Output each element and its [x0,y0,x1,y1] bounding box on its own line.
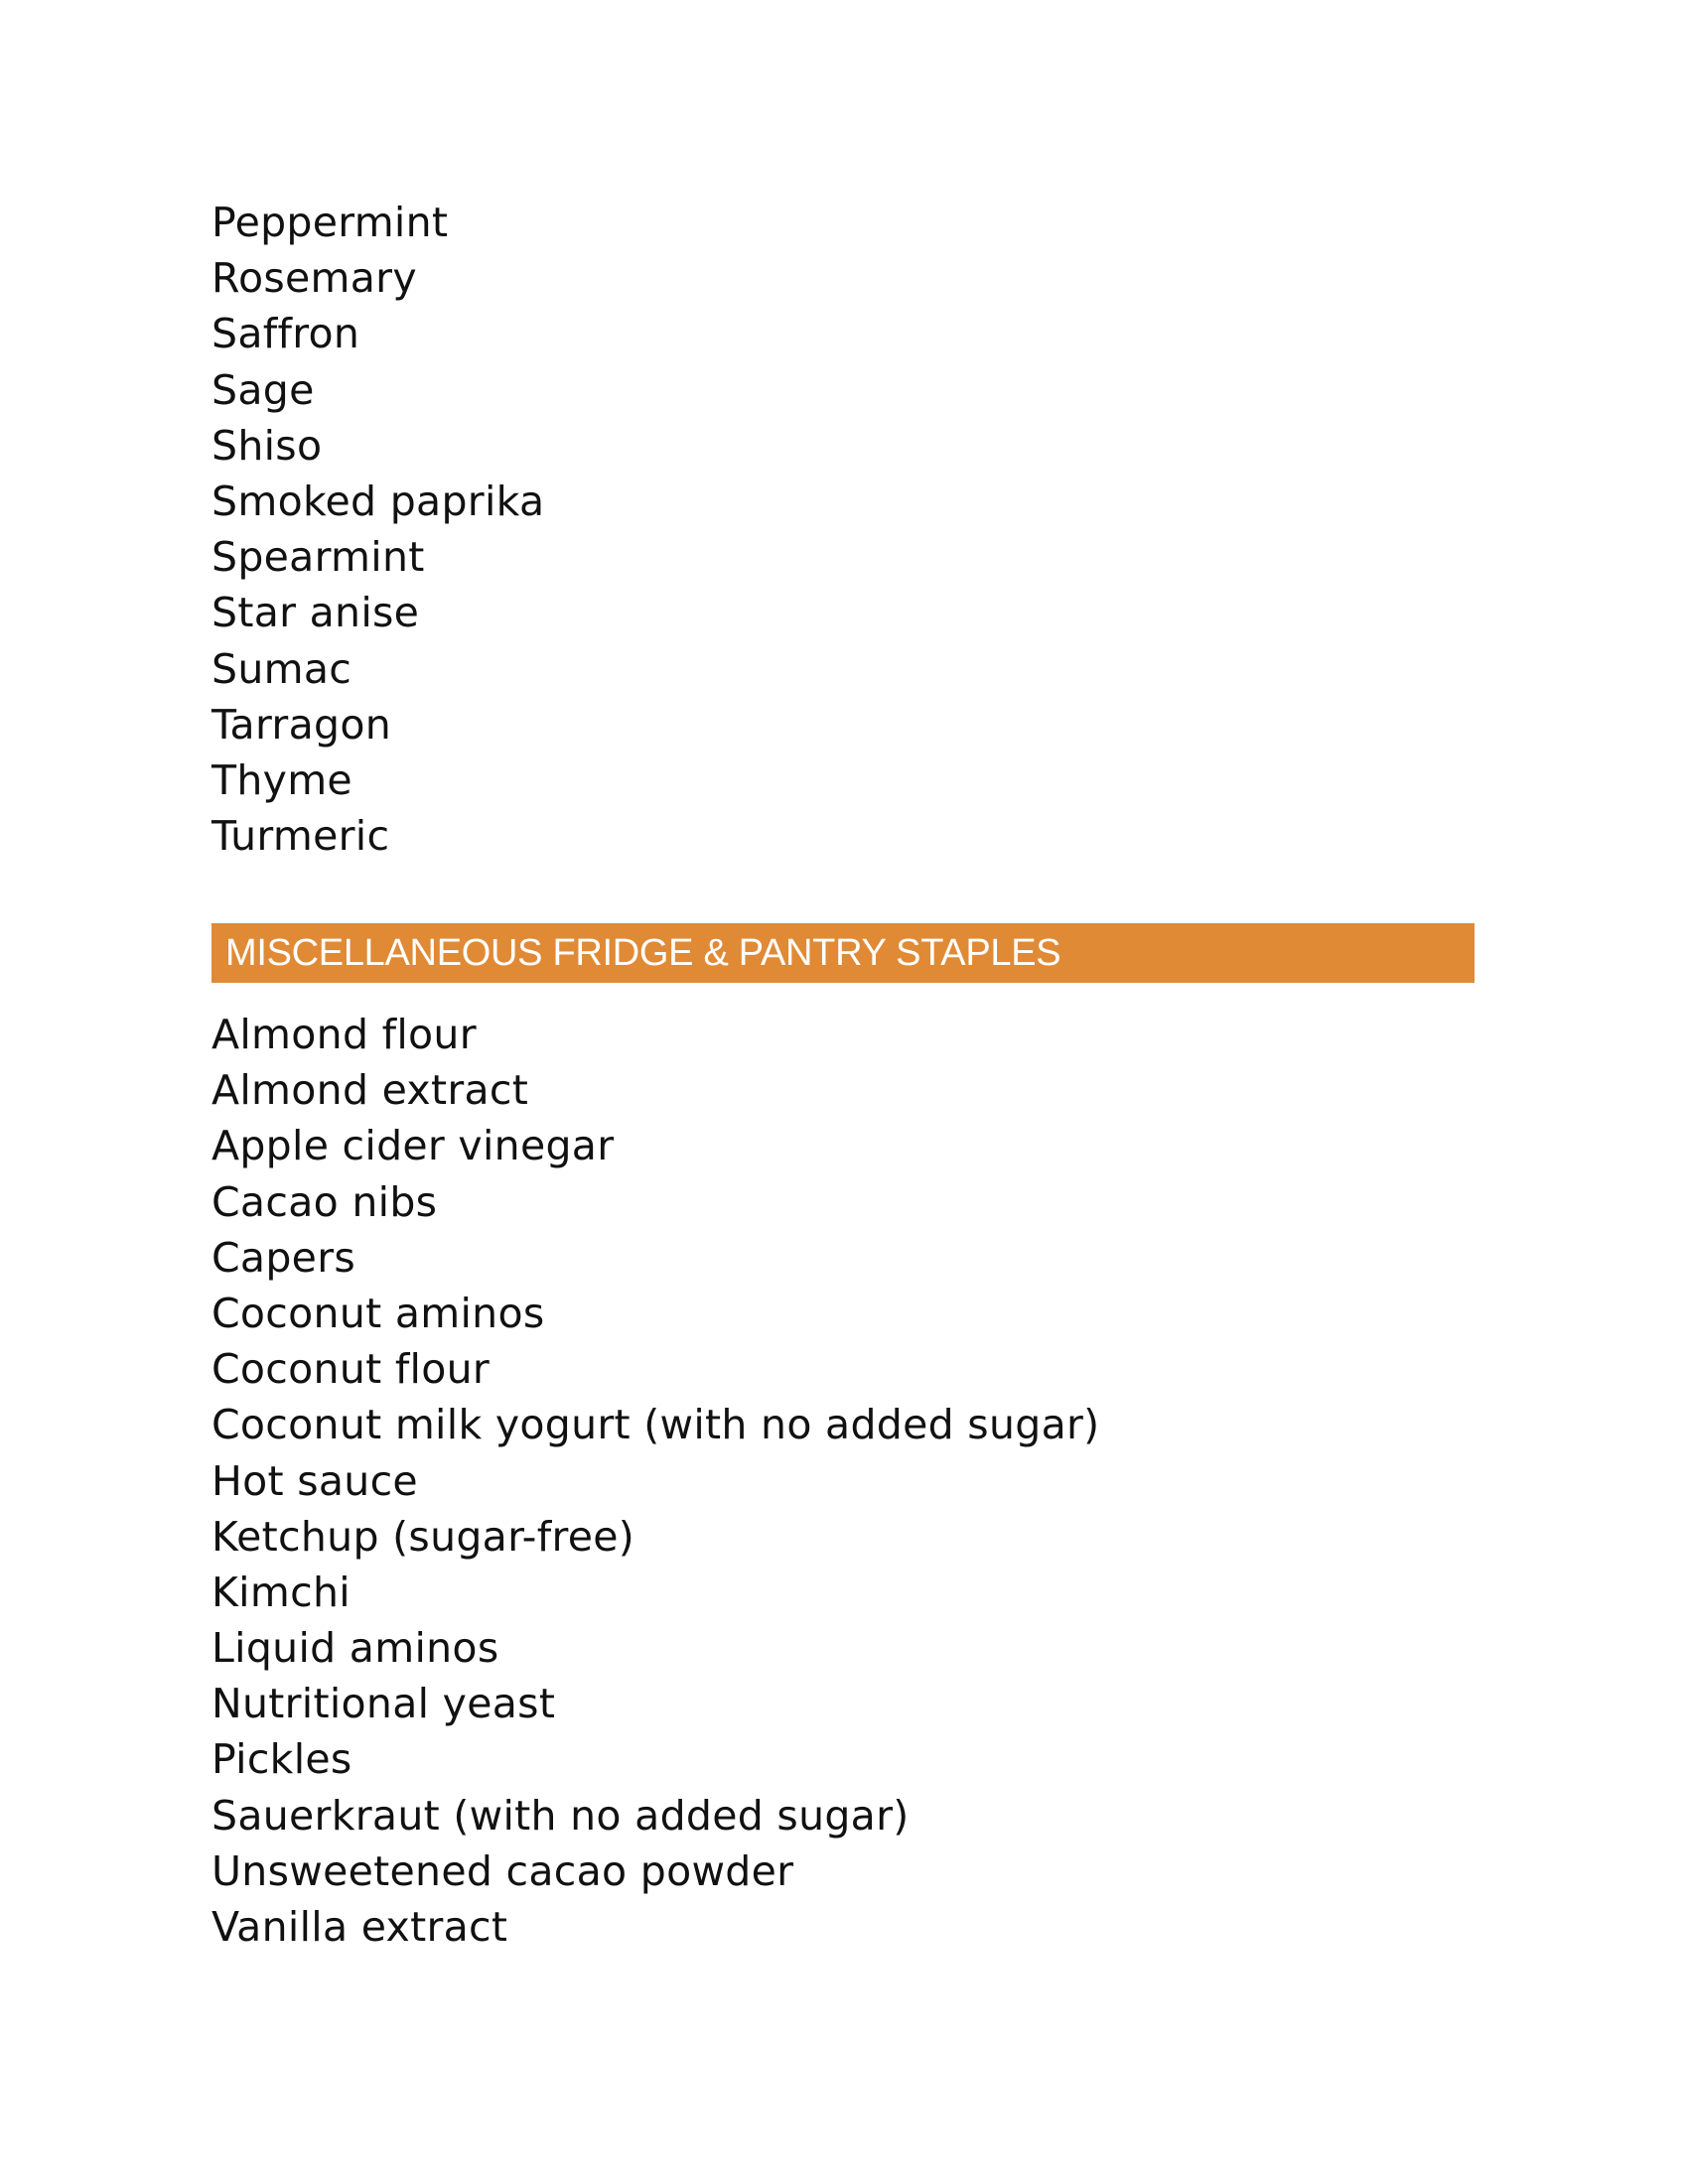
list-item: Kimchi [211,1568,351,1616]
list-item: Smoked paprika [211,477,545,525]
list-item: Spearmint [211,533,425,582]
list-item: Coconut flour [211,1345,491,1394]
list-item: Nutritional yeast [211,1680,556,1728]
list-item: Apple cider vinegar [211,1122,615,1170]
list-item: Vanilla extract [211,1903,508,1951]
list-item: Liquid aminos [211,1624,499,1673]
list-item: Shiso [211,421,323,470]
list-item: Sauerkraut (with no added sugar) [211,1791,910,1840]
list-item: Peppermint [211,199,449,246]
list-item: Unsweetened cacao powder [211,1846,794,1895]
pantry-section-heading: MISCELLANEOUS FRIDGE & PANTRY STAPLES [211,923,1475,983]
list-item: Turmeric [211,812,390,861]
list-item: Almond flour [211,1011,477,1058]
list-item: Rosemary [211,254,417,303]
list-item: Thyme [211,755,352,804]
pantry-staples-list [211,1007,1099,1955]
list-item: Star anise [211,589,420,637]
list-item: Sage [211,365,315,414]
herbs-spices-list [211,195,544,864]
list-item: Almond extract [211,1066,529,1115]
list-item: Ketchup (sugar-free) [211,1512,635,1561]
list-item: Sumac [211,644,352,693]
list-item: Coconut aminos [211,1289,545,1337]
list-item: Capers [211,1233,356,1282]
list-item: Tarragon [211,700,391,749]
list-item: Cacao nibs [211,1177,438,1226]
list-item: Hot sauce [211,1456,418,1505]
list-item: Coconut milk yogurt (with no added sugar) [211,1401,1100,1449]
list-item: Saffron [211,310,360,358]
list-item: Pickles [211,1735,352,1784]
